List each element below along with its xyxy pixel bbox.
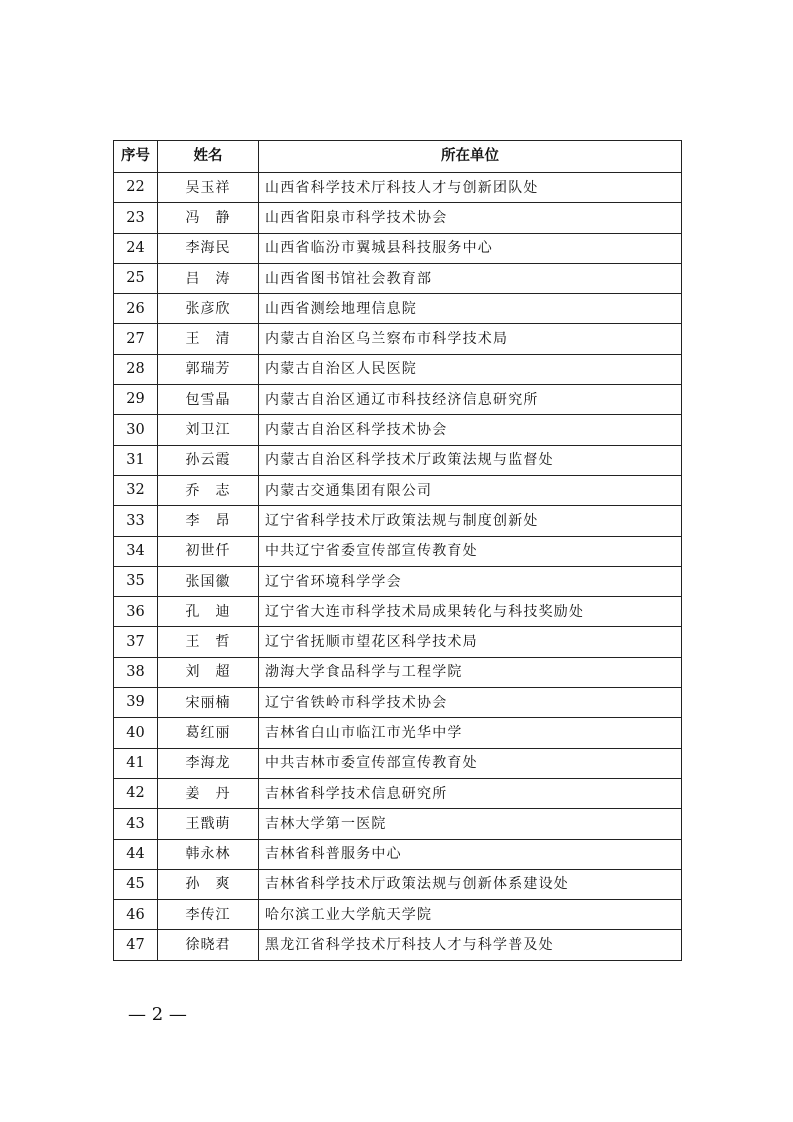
serial-number-cell: 27 [114,324,158,354]
table-row [114,688,682,718]
name-cell: 刘 超 [158,657,259,687]
serial-number-cell: 42 [114,778,158,808]
unit-cell: 吉林省科学技术信息研究所 [259,778,682,808]
table-row [114,809,682,839]
unit-cell: 哈尔滨工业大学航天学院 [259,900,682,930]
serial-number-cell: 23 [114,203,158,233]
table-row [114,718,682,748]
table-row [114,385,682,415]
unit-cell: 山西省测绘地理信息院 [259,294,682,324]
unit-cell: 内蒙古自治区通辽市科技经济信息研究所 [259,385,682,415]
name-cell: 初世仟 [158,536,259,566]
table-row [114,597,682,627]
table-row [114,294,682,324]
name-cell: 李 昂 [158,506,259,536]
table-row [114,657,682,687]
unit-cell: 吉林省科普服务中心 [259,839,682,869]
serial-number-cell: 26 [114,294,158,324]
name-cell: 葛红丽 [158,718,259,748]
serial-number-cell: 38 [114,657,158,687]
serial-number-cell: 28 [114,354,158,384]
unit-cell: 辽宁省抚顺市望花区科学技术局 [259,627,682,657]
serial-number-cell: 43 [114,809,158,839]
serial-number-cell: 24 [114,233,158,263]
unit-cell: 内蒙古交通集团有限公司 [259,475,682,505]
header-unit: 所在单位 [259,141,682,173]
header-name: 姓名 [158,141,259,173]
name-cell: 徐晓君 [158,930,259,960]
name-cell: 李海龙 [158,748,259,778]
table-row [114,748,682,778]
roster-table [113,140,682,961]
name-cell: 吴玉祥 [158,173,259,203]
table-row [114,354,682,384]
name-cell: 张彦欣 [158,294,259,324]
table-row [114,930,682,960]
unit-cell: 中共辽宁省委宣传部宣传教育处 [259,536,682,566]
name-cell: 乔 志 [158,475,259,505]
unit-cell: 黑龙江省科学技术厅科技人才与科学普及处 [259,930,682,960]
table-row [114,778,682,808]
name-cell: 刘卫江 [158,415,259,445]
serial-number-cell: 33 [114,506,158,536]
table-row [114,263,682,293]
serial-number-cell: 46 [114,900,158,930]
name-cell: 李传江 [158,900,259,930]
table-row [114,415,682,445]
unit-cell: 山西省临汾市翼城县科技服务中心 [259,233,682,263]
table-row [114,233,682,263]
table-row [114,900,682,930]
name-cell: 宋丽楠 [158,688,259,718]
table-row [114,627,682,657]
unit-cell: 辽宁省大连市科学技术局成果转化与科技奖励处 [259,597,682,627]
unit-cell: 山西省科学技术厅科技人才与创新团队处 [259,173,682,203]
serial-number-cell: 40 [114,718,158,748]
serial-number-cell: 22 [114,173,158,203]
table-row [114,536,682,566]
name-cell: 王 哲 [158,627,259,657]
serial-number-cell: 36 [114,597,158,627]
table-row [114,173,682,203]
unit-cell: 吉林省白山市临江市光华中学 [259,718,682,748]
serial-number-cell: 37 [114,627,158,657]
table-row [114,475,682,505]
unit-cell: 内蒙古自治区科学技术协会 [259,415,682,445]
name-cell: 吕 涛 [158,263,259,293]
serial-number-cell: 41 [114,748,158,778]
unit-cell: 吉林大学第一医院 [259,809,682,839]
serial-number-cell: 30 [114,415,158,445]
name-cell: 包雪晶 [158,385,259,415]
unit-cell: 辽宁省环境科学学会 [259,566,682,596]
serial-number-cell: 44 [114,839,158,869]
name-cell: 李海民 [158,233,259,263]
table-row [114,869,682,899]
unit-cell: 中共吉林市委宣传部宣传教育处 [259,748,682,778]
table-row [114,506,682,536]
table-row [114,324,682,354]
unit-cell: 辽宁省铁岭市科学技术协会 [259,688,682,718]
serial-number-cell: 47 [114,930,158,960]
table-row [114,566,682,596]
table-row [114,839,682,869]
unit-cell: 内蒙古自治区科学技术厅政策法规与监督处 [259,445,682,475]
name-cell: 冯 静 [158,203,259,233]
name-cell: 张国徽 [158,566,259,596]
table-row [114,445,682,475]
table-row [114,203,682,233]
name-cell: 王 清 [158,324,259,354]
unit-cell: 辽宁省科学技术厅政策法规与制度创新处 [259,506,682,536]
name-cell: 郭瑞芳 [158,354,259,384]
unit-cell: 山西省阳泉市科学技术协会 [259,203,682,233]
serial-number-cell: 45 [114,869,158,899]
table-header-row [114,141,682,173]
name-cell: 姜 丹 [158,778,259,808]
unit-cell: 内蒙古自治区乌兰察布市科学技术局 [259,324,682,354]
unit-cell: 内蒙古自治区人民医院 [259,354,682,384]
serial-number-cell: 35 [114,566,158,596]
name-cell: 孔 迪 [158,597,259,627]
serial-number-cell: 31 [114,445,158,475]
page-number: — 2 — [128,1004,187,1025]
serial-number-cell: 34 [114,536,158,566]
serial-number-cell: 25 [114,263,158,293]
name-cell: 孙云霞 [158,445,259,475]
unit-cell: 吉林省科学技术厅政策法规与创新体系建设处 [259,869,682,899]
name-cell: 孙 爽 [158,869,259,899]
serial-number-cell: 39 [114,688,158,718]
header-serial-number: 序号 [114,141,158,173]
unit-cell: 渤海大学食品科学与工程学院 [259,657,682,687]
serial-number-cell: 29 [114,385,158,415]
serial-number-cell: 32 [114,475,158,505]
name-cell: 韩永林 [158,839,259,869]
name-cell: 王戬萌 [158,809,259,839]
unit-cell: 山西省图书馆社会教育部 [259,263,682,293]
